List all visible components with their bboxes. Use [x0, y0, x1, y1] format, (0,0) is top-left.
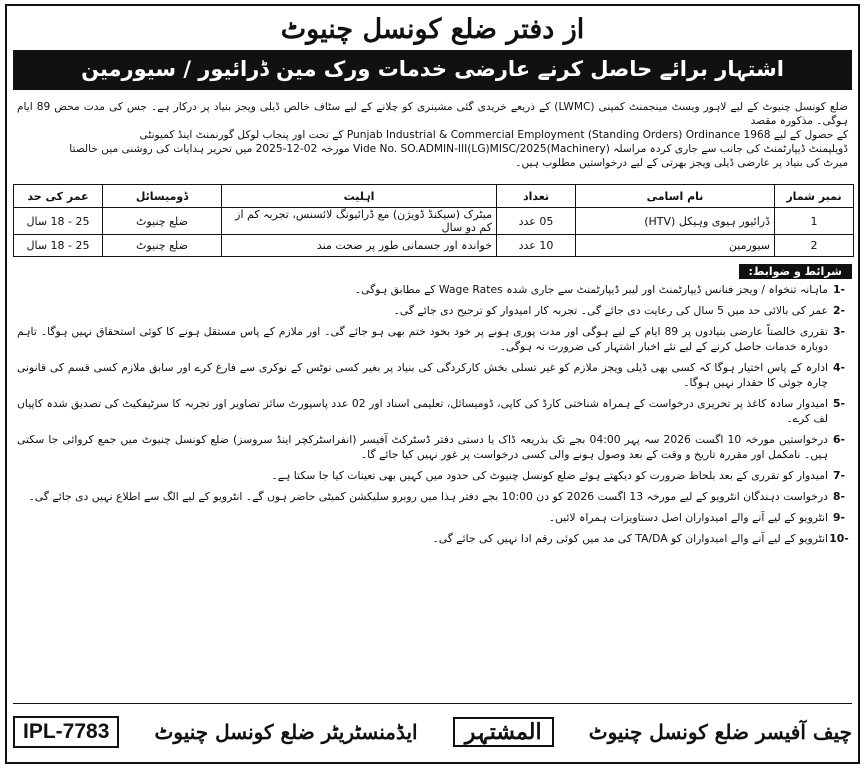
list-item [17, 531, 850, 546]
cell-post: ڈرائیور ہیوی وہیکل (HTV) [576, 208, 775, 235]
intro-line: کے حصول کے لیے Punjab Industrial & Commercial Employment (Standing Orders) Ordinance 1968 کے تحت اور پنجاب لوکل گورنمنٹ اینڈ کمیونٹی [139, 129, 848, 141]
conditions-heading [13, 260, 852, 278]
list-item [17, 510, 850, 525]
advertiser-label: المشتہر [453, 717, 554, 747]
advertisement-banner: اشتہار برائے حاصل کرنے عارضی خدمات ورک مین ڈرائیور / سیورمین [13, 50, 852, 90]
list-item [17, 489, 850, 504]
cell-count: 10 عدد [497, 235, 576, 257]
chief-officer-signature: چیف آفیسر ضلع کونسل چنیوٹ [588, 720, 852, 744]
intro-paragraph [7, 90, 858, 178]
cell-serial: 2 [775, 235, 854, 257]
conditions-heading-label: شرائط و ضوابط: [739, 264, 852, 279]
advertisement-page [5, 4, 860, 764]
condition-text: ادارہ کے پاس اختیار ہوگا کہ کسی بھی ڈیلی ویجز ملازم کو غیر تسلی بخش کارکردگی کی بنیاد پر بغیر کسی نوٹس کے نوکری سے فارغ کرے اور سابق ملازم کسی قسم کی قانونی چارہ جوئی کا حقدار نہیں ہوگا۔ [17, 361, 828, 389]
condition-text: انٹرویو کے لیے آنے والے امیدواران کو TA/DA کی مد میں کوئی رقم ادا نہیں کی جائے گی۔ [432, 532, 828, 545]
condition-number: -10 [829, 532, 849, 545]
condition-text: ماہانہ تنخواہ / ویجز فنانس ڈیپارٹمنٹ اور لیبر ڈیپارٹمنٹ سے جاری شدہ Wage Rates کے مطابق ہوگی۔ [354, 283, 828, 296]
condition-text: تقرری خالصتاً عارضی بنیادوں پر 89 ایام کے لیے ہوگی اور مدت پوری ہونے پر خود بخود ختم بھی ہو جائے گی۔ اور ملازم کے پاس مستقل ہونے کا کوئی استحقاق نہیں ہوگا۔ تاہم دوبارہ خدمات حاصل کرنے کے لیے نئے اخبار اشتہار کی ضرورت نہ ہوگی۔ [17, 325, 829, 353]
intro-line: ڈویلپمنٹ ڈیپارٹمنٹ کی جانب سے جاری کردہ مراسلہ Vide No. SO.ADMIN-III(LG)MISC/2025(Machinery) مورخہ 02-12-2025 میں تحریر ہدایات کی روشنی میں خالصتا [69, 143, 848, 155]
ipl-code: IPL-7783 [13, 716, 119, 748]
condition-text: درخواست دہندگان انٹرویو کے لیے مورخہ 13 اگست 2026 کو دن 10:00 بجے دفتر ہذا میں روبرو سلیکشن کمیٹی حاضر ہوں گے۔ انٹرویو کے لیے الگ سے اطلاع نہیں دی جائے گی۔ [28, 490, 828, 503]
cell-domicile: ضلع چنیوٹ [103, 235, 222, 257]
condition-number: -4 [833, 361, 845, 374]
list-item [17, 468, 850, 483]
condition-number: -9 [833, 511, 845, 524]
cell-age: 25 - 18 سال [14, 235, 103, 257]
condition-number: -3 [833, 325, 845, 338]
condition-text: درخواستیں مورخہ 10 اگست 2026 سہ پہر 04:00 بجے تک بذریعہ ڈاک یا دستی دفتر ڈسٹرکٹ آفیسر (انفراسٹرکچر اینڈ سروسز) ضلع کونسل چنیوٹ میں جمع کروائی جا سکتی ہیں۔ نامکمل اور مقررہ تاریخ و وقت کے بعد وصول ہونے والی کسی درخواست پر غور نہیں کیا جائے گا۔ [17, 433, 828, 461]
header-count: تعداد [497, 185, 576, 208]
cell-domicile: ضلع چنیوٹ [103, 208, 222, 235]
list-item [17, 324, 850, 354]
condition-number: -8 [833, 490, 845, 503]
list-item [17, 432, 850, 462]
condition-number: -7 [833, 469, 845, 482]
administrator-signature: ایڈمنسٹریٹر ضلع کونسل چنیوٹ [154, 720, 418, 744]
cell-serial: 1 [775, 208, 854, 235]
condition-text: انٹرویو کے لیے آنے والے امیدواران اصل دستاویزات ہمراہ لائیں۔ [548, 511, 828, 524]
condition-number: -1 [833, 283, 845, 296]
table-row [14, 235, 854, 257]
posts-table [13, 184, 854, 257]
condition-text: امیدوار سادہ کاغذ پر تحریری درخواست کے ہمراہ شناختی کارڈ کی کاپی، ڈومیسائل، تعلیمی اسناد اور 02 عدد پاسپورٹ سائز تصاویر اور تجربہ کا سرٹیفکیٹ کی تصدیق شدہ کاپیاں لف کرے۔ [17, 397, 828, 425]
cell-post: سیورمین [576, 235, 775, 257]
list-item [17, 396, 850, 426]
cell-count: 05 عدد [497, 208, 576, 235]
intro-line: میرٹ کی بنیاد پر عارضی ڈیلی ویجز بھرتی کے لیے درخواستیں مطلوب ہیں۔ [515, 157, 848, 169]
table-header-row [14, 185, 854, 208]
signature-footer [13, 703, 852, 756]
header-qualification: اہلیت [222, 185, 497, 208]
table-row [14, 208, 854, 235]
header-domicile: ڈومیسائل [103, 185, 222, 208]
cell-age: 25 - 18 سال [14, 208, 103, 235]
conditions-list [7, 282, 858, 546]
cell-qualification: خواندہ اور جسمانی طور پر صحت مند [222, 235, 497, 257]
header-age: عمر کی حد [14, 185, 103, 208]
office-title: از دفتر ضلع کونسل چنیوٹ [280, 14, 585, 45]
list-item [17, 303, 850, 318]
intro-line: ضلع کونسل چنیوٹ کے لیے لاہور ویسٹ مینجمنٹ کمپنی (LWMC) کے ذریعے خریدی گئی مشینری کو چلانے کے لیے سٹاف خالص ڈیلی ویجز بنیاد پر درکار ہے۔ جس کی مدت محض 89 ایام ہوگی۔ مذکورہ مقصد [17, 101, 848, 127]
cell-qualification: میٹرک (سیکنڈ ڈویژن) مع ڈرائیونگ لائسنس، تجربہ کم از کم دو سال [222, 208, 497, 235]
condition-number: -6 [833, 433, 845, 446]
header-serial: نمبر شمار [775, 185, 854, 208]
list-item [17, 360, 850, 390]
condition-number: -5 [833, 397, 845, 410]
list-item [17, 282, 850, 297]
condition-number: -2 [833, 304, 845, 317]
condition-text: عمر کی بالائی حد میں 5 سال کی رعایت دی جائے گی۔ تجربہ کار امیدوار کو ترجیح دی جائے گی۔ [393, 304, 828, 317]
condition-text: امیدوار کو تقرری کے بعد بلحاظ ضرورت کو دیکھتے ہوئے ضلع کونسل چنیوٹ کی حدود میں کہیں بھی تعینات کیا جا سکتا ہے۔ [271, 469, 828, 482]
header-post: نام اسامی [576, 185, 775, 208]
